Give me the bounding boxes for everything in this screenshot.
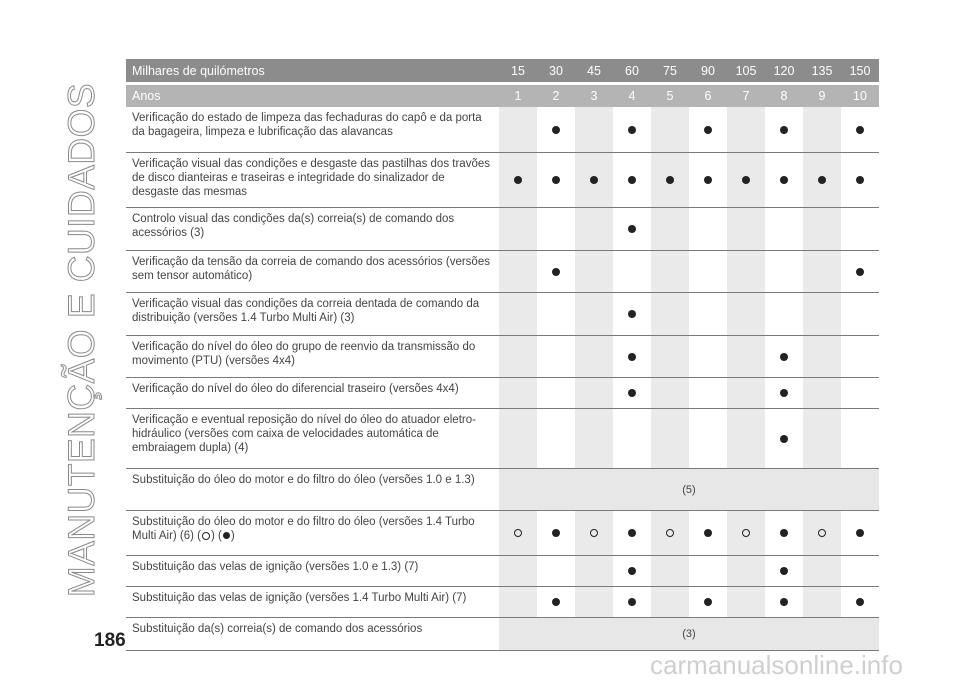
row-text: ) (: [211, 530, 222, 542]
table-row: [126, 587, 879, 618]
schedule-cell: [689, 378, 727, 408]
filled-circle-icon: [704, 176, 712, 184]
row-description: Substituição da(s) correia(s) de comando dos acessórios: [132, 623, 423, 635]
schedule-cell: [689, 107, 727, 152]
schedule-cell: [499, 409, 537, 468]
filled-circle-icon: [818, 176, 826, 184]
filled-circle-icon: [780, 598, 788, 606]
table-body: [126, 107, 879, 651]
filled-circle-icon: [780, 435, 788, 443]
filled-circle-icon: [704, 126, 712, 134]
filled-circle-icon: [780, 529, 788, 537]
schedule-cell: [841, 336, 879, 377]
schedule-cell: [689, 251, 727, 292]
row-description: Verificação visual das condições da correia dentada de comando da distribuição (versões 1.4 Turbo Multi Air) (3): [132, 298, 480, 324]
schedule-cell: [499, 293, 537, 335]
row-cells: [499, 587, 879, 617]
header-year-cell: 10: [853, 89, 867, 103]
schedule-cell: [499, 153, 537, 207]
schedule-cell: [841, 587, 879, 617]
filled-circle-icon: [780, 353, 788, 361]
schedule-cell: [689, 587, 727, 617]
schedule-cell: [803, 587, 841, 617]
filled-circle-icon: [856, 176, 864, 184]
schedule-cell: [537, 107, 575, 152]
filled-circle-icon: [628, 598, 636, 606]
schedule-cell: [651, 587, 689, 617]
schedule-cell: [689, 511, 727, 555]
schedule-cell: [575, 153, 613, 207]
open-circle-icon: [590, 529, 598, 537]
header-km-cell: 75: [663, 63, 677, 78]
schedule-cell: [613, 378, 651, 408]
schedule-cell: [537, 293, 575, 335]
filled-circle-icon: [628, 176, 636, 184]
schedule-cell: [765, 107, 803, 152]
filled-circle-icon: [780, 176, 788, 184]
schedule-cell: [613, 511, 651, 555]
schedule-cell: [803, 153, 841, 207]
header-year-cell: 6: [704, 89, 712, 103]
row-description: Verificação da tensão da correia de comando dos acessórios (versões sem tensor automático): [132, 256, 490, 282]
schedule-cell: [651, 251, 689, 292]
header-km-cell: 120: [773, 63, 795, 78]
schedule-cell: [575, 378, 613, 408]
schedule-cell: [613, 293, 651, 335]
filled-circle-icon: [780, 567, 788, 575]
schedule-cell: [613, 556, 651, 586]
schedule-cell: [727, 511, 765, 555]
schedule-cell: [575, 107, 613, 152]
row-description: Verificação do nível do óleo do diferencial traseiro (versões 4x4): [132, 383, 459, 395]
schedule-cell: [803, 409, 841, 468]
filled-circle-icon: [552, 598, 560, 606]
schedule-cell: [841, 556, 879, 586]
header-years-row: [126, 85, 879, 107]
schedule-cell: [499, 511, 537, 555]
filled-circle-icon: [628, 353, 636, 361]
table-row: [126, 378, 879, 409]
filled-circle-icon: [552, 176, 560, 184]
schedule-cell: [765, 251, 803, 292]
row-description: Substituição das velas de ignição (versões 1.0 e 1.3) (7): [132, 561, 419, 573]
schedule-cell: [765, 293, 803, 335]
table-row: [126, 293, 879, 336]
schedule-cell: [803, 107, 841, 152]
header-year-cell: 2: [552, 89, 560, 103]
schedule-cell: [537, 587, 575, 617]
schedule-cell: [575, 251, 613, 292]
filled-circle-icon: [666, 176, 674, 184]
row-cells: [499, 107, 879, 152]
row-description: Verificação visual das condições e desgaste das pastilhas dos travões de disco dianteiras e traseiras e integridade do sinalizador de desgaste das mesmas: [132, 158, 490, 198]
schedule-cell: [537, 251, 575, 292]
filled-circle-icon: [552, 529, 560, 537]
schedule-cell: [499, 556, 537, 586]
header-year-cell: 7: [742, 89, 750, 103]
header-km-cell: 150: [849, 63, 871, 78]
schedule-cell: [803, 511, 841, 555]
row-cells: [499, 556, 879, 586]
row-text: ): [230, 530, 235, 542]
table-row: [126, 208, 879, 251]
schedule-cell: [613, 336, 651, 377]
filled-circle-icon: [856, 268, 864, 276]
row-note: (5): [499, 469, 879, 510]
schedule-cell: [803, 378, 841, 408]
schedule-cell: [499, 336, 537, 377]
schedule-cell: [613, 107, 651, 152]
schedule-cell: [841, 293, 879, 335]
schedule-cell: [651, 107, 689, 152]
schedule-cell: [727, 293, 765, 335]
open-circle-icon: [202, 532, 210, 540]
row-description: Verificação do estado de limpeza das fechaduras do capô e da porta da bagageira, limpeza e lubrificação das alavancas: [132, 112, 482, 138]
filled-circle-icon: [552, 126, 560, 134]
row-description: Controlo visual das condições da(s) correia(s) de comando dos acessórios (3): [132, 213, 455, 239]
row-description: [126, 511, 499, 555]
schedule-cell: [651, 208, 689, 250]
filled-circle-icon: [780, 126, 788, 134]
row-description: Substituição das velas de ignição (versões 1.4 Turbo Multi Air) (7): [132, 592, 467, 604]
schedule-cell: [841, 208, 879, 250]
schedule-cell: [537, 153, 575, 207]
open-circle-icon: [742, 529, 750, 537]
schedule-cell: [651, 556, 689, 586]
header-km-cell: 45: [587, 63, 601, 78]
row-cells: [499, 208, 879, 250]
schedule-cell: [841, 378, 879, 408]
schedule-cell: [499, 251, 537, 292]
header-year-cell: 4: [628, 89, 636, 103]
schedule-cell: [841, 511, 879, 555]
schedule-cell: [537, 208, 575, 250]
schedule-cell: [689, 336, 727, 377]
maintenance-schedule-table: [126, 59, 879, 651]
row-description: Verificação do nível do óleo do grupo de reenvio da transmissão do movimento (PTU) (versões 4x4): [132, 341, 476, 367]
schedule-cell: [651, 511, 689, 555]
filled-circle-icon: [742, 176, 750, 184]
header-km-label: Milhares de quilómetros: [132, 63, 265, 78]
filled-circle-icon: [514, 176, 522, 184]
schedule-cell: [651, 293, 689, 335]
schedule-cell: [727, 251, 765, 292]
schedule-cell: [651, 378, 689, 408]
filled-circle-icon: [628, 389, 636, 397]
schedule-cell: [841, 153, 879, 207]
schedule-cell: [841, 409, 879, 468]
row-cells: [499, 153, 879, 207]
schedule-cell: [575, 208, 613, 250]
filled-circle-icon: [223, 532, 230, 539]
schedule-cell: [613, 153, 651, 207]
schedule-cell: [727, 153, 765, 207]
header-year-cell: 3: [590, 89, 598, 103]
table-row: [126, 409, 879, 469]
schedule-cell: [765, 153, 803, 207]
header-km-cell: 30: [549, 63, 563, 78]
schedule-cell: [689, 293, 727, 335]
open-circle-icon: [514, 529, 522, 537]
open-circle-icon: [666, 529, 674, 537]
table-row: [126, 469, 879, 511]
open-circle-icon: [818, 529, 826, 537]
schedule-cell: [537, 378, 575, 408]
filled-circle-icon: [704, 598, 712, 606]
schedule-cell: [537, 556, 575, 586]
table-row: [126, 251, 879, 293]
schedule-cell: [613, 587, 651, 617]
schedule-cell: [803, 336, 841, 377]
row-cells: [499, 378, 879, 408]
schedule-cell: [765, 336, 803, 377]
schedule-cell: [651, 336, 689, 377]
header-km-cell: 135: [811, 63, 833, 78]
schedule-cell: [613, 251, 651, 292]
schedule-cell: [765, 587, 803, 617]
schedule-cell: [613, 409, 651, 468]
table-row: [126, 618, 879, 651]
schedule-cell: [575, 556, 613, 586]
schedule-cell: [499, 208, 537, 250]
schedule-cell: [575, 587, 613, 617]
page-number: 186: [94, 630, 126, 651]
schedule-cell: [689, 409, 727, 468]
row-description: Substituição do óleo do motor e do filtro do óleo (versões 1.0 e 1.3): [132, 474, 475, 486]
row-cells: [499, 293, 879, 335]
schedule-cell: [727, 378, 765, 408]
schedule-cell: [499, 587, 537, 617]
row-description: Verificação e eventual reposição do nível do óleo do atuador eletro-hidráulico (versões com caixa de velocidades automática de embraiagem dupla) (4): [132, 414, 476, 454]
row-text: Substituição do óleo do motor e do filtro do óleo (versões 1.4 Turbo Multi Air) (6) (: [132, 516, 475, 542]
schedule-cell: [841, 107, 879, 152]
schedule-cell: [499, 378, 537, 408]
schedule-cell: [765, 378, 803, 408]
row-cells: [499, 511, 879, 555]
table-row: [126, 107, 879, 153]
schedule-cell: [765, 556, 803, 586]
header-km-row: [126, 59, 879, 85]
filled-circle-icon: [856, 529, 864, 537]
filled-circle-icon: [704, 529, 712, 537]
schedule-cell: [537, 336, 575, 377]
schedule-cell: [803, 556, 841, 586]
schedule-cell: [651, 153, 689, 207]
row-cells: [499, 336, 879, 377]
schedule-cell: [613, 208, 651, 250]
schedule-cell: [803, 251, 841, 292]
schedule-cell: [499, 107, 537, 152]
schedule-cell: [765, 511, 803, 555]
row-cells: [499, 409, 879, 468]
section-title: MANUTENÇÃO E CUIDADOS: [61, 82, 102, 598]
schedule-cell: [689, 153, 727, 207]
schedule-cell: [537, 409, 575, 468]
schedule-cell: [765, 409, 803, 468]
schedule-cell: [727, 336, 765, 377]
watermark: carmanualsonline.info: [650, 650, 903, 680]
filled-circle-icon: [628, 310, 636, 318]
header-year-cell: 1: [514, 89, 522, 103]
schedule-cell: [689, 208, 727, 250]
schedule-cell: [803, 293, 841, 335]
filled-circle-icon: [628, 126, 636, 134]
filled-circle-icon: [628, 225, 636, 233]
filled-circle-icon: [552, 268, 560, 276]
table-row: [126, 511, 879, 556]
header-km-cell: 90: [701, 63, 715, 78]
filled-circle-icon: [628, 529, 636, 537]
row-cells: [499, 469, 879, 510]
filled-circle-icon: [856, 126, 864, 134]
filled-circle-icon: [628, 567, 636, 575]
header-year-cell: 8: [780, 89, 788, 103]
schedule-cell: [575, 293, 613, 335]
table-row: [126, 556, 879, 587]
schedule-cell: [803, 208, 841, 250]
filled-circle-icon: [780, 389, 788, 397]
schedule-cell: [727, 587, 765, 617]
row-note: (3): [499, 618, 879, 650]
header-year-cell: 5: [666, 89, 674, 103]
filled-circle-icon: [590, 176, 598, 184]
schedule-cell: [727, 409, 765, 468]
schedule-cell: [575, 336, 613, 377]
row-cells: [499, 251, 879, 292]
header-year-cell: 9: [818, 89, 826, 103]
schedule-cell: [575, 409, 613, 468]
schedule-cell: [765, 208, 803, 250]
schedule-cell: [841, 251, 879, 292]
header-years-label: Anos: [132, 89, 161, 103]
header-km-cell: 15: [511, 63, 525, 78]
header-km-cell: 60: [625, 63, 639, 78]
table-row: [126, 336, 879, 378]
schedule-cell: [727, 208, 765, 250]
schedule-cell: [727, 556, 765, 586]
header-km-cell: 105: [735, 63, 757, 78]
schedule-cell: [727, 107, 765, 152]
schedule-cell: [651, 409, 689, 468]
schedule-cell: [537, 511, 575, 555]
row-cells: [499, 618, 879, 650]
schedule-cell: [575, 511, 613, 555]
schedule-cell: [689, 556, 727, 586]
filled-circle-icon: [856, 598, 864, 606]
table-row: [126, 153, 879, 208]
